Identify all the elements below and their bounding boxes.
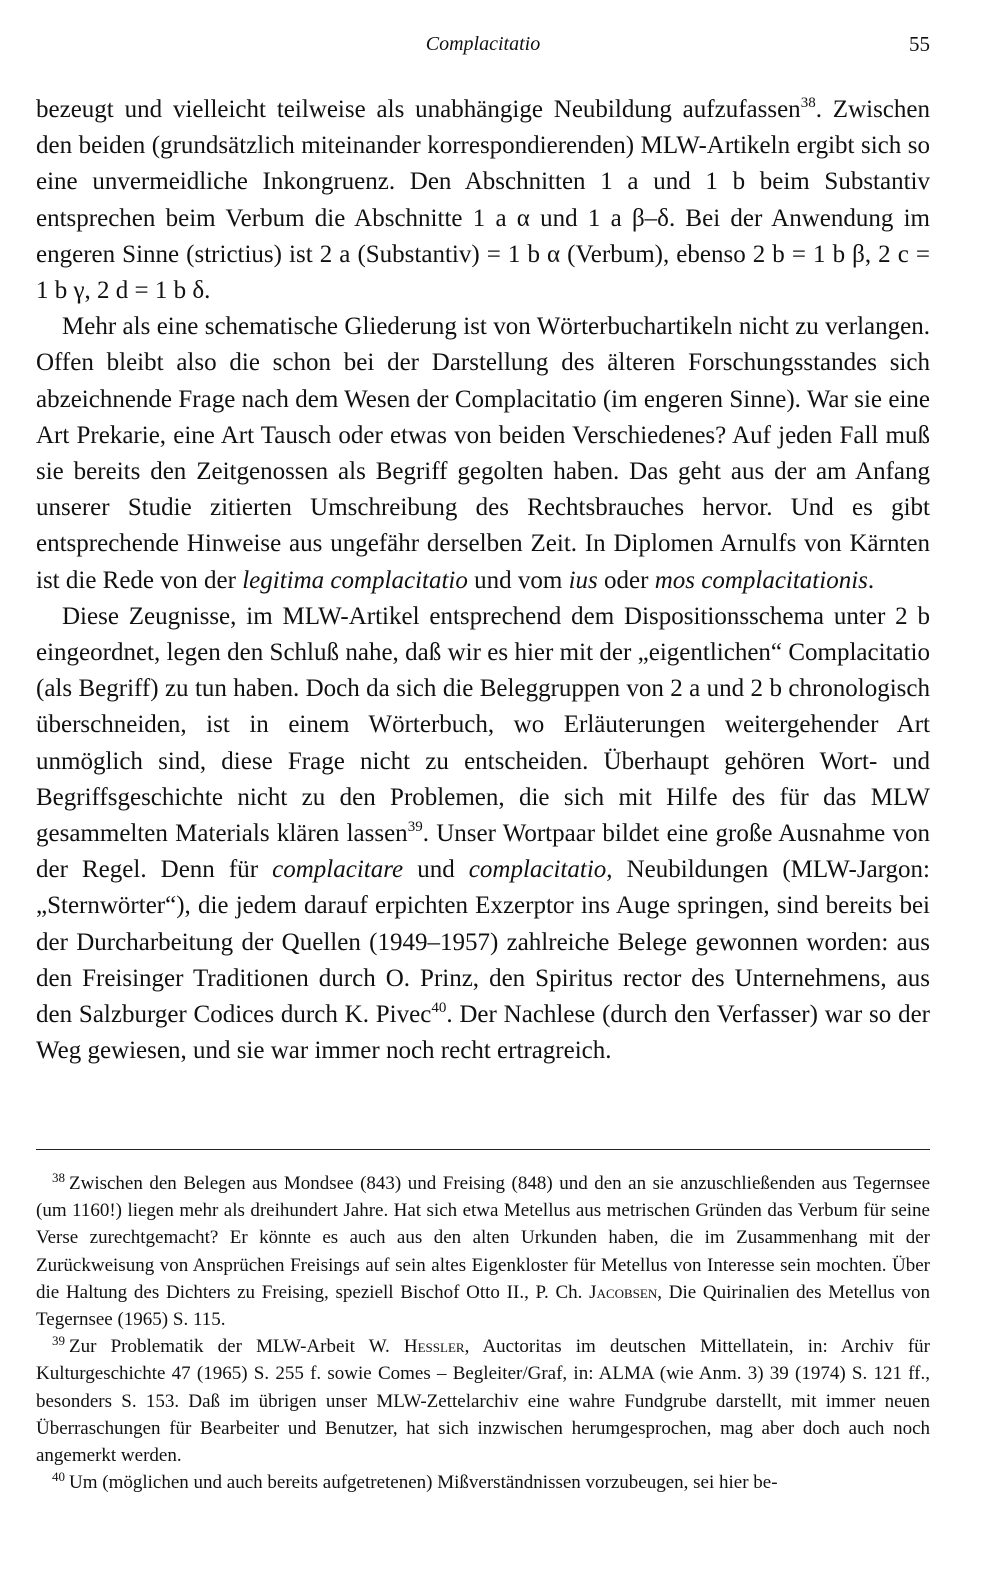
paragraph-1	[36, 92, 930, 309]
text-run: . Unser Wortpaar bildet eine große Ausnahme von der Regel. Denn für	[36, 820, 931, 884]
author-name: Jacobsen	[589, 1281, 658, 1303]
italic-term: legitima complacitatio	[242, 566, 468, 594]
footnote-39	[36, 1333, 930, 1469]
text-run: Mehr als eine schematische Gliederung ist von Wörterbuchartikeln nicht zu verlangen. Offen bleibt also die schon bei der Darstellung des älteren Forschungsstandes sich abzeichnende Frage nach dem Wesen der Complacitatio (im engeren Sinne). War sie eine Art Prekarie, eine Art Tausch oder etwas von beiden Verschiedenes? Auf jeden Fall muß sie bereits den Zeitgenossen als Begriff gegolten haben. Das geht aus der am Anfang unserer Studie zitierten Umschreibung des Rechtsbrauches hervor. Und es gibt entsprechende Hinweise aus ungefähr derselben Zeit. In Diplomen Arnulfs von Kärnten ist die Rede von der	[36, 313, 930, 594]
text-run: , Auctoritas im deutschen Mittellatein, in: Archiv für Kulturgeschichte 47 (1965) S. 255 f. sowie Comes – Begleiter/Graf, in: ALMA (wie Anm. 3) 39 (1974) S. 121 ff., besonders S. 153. Daß im übrigen unser MLW-Zettelarchiv eine wahre Fundgrube darstellt, mit immer neuen Überraschungen für Bearbeiter und Benutzer, hat sich inzwischen herumgesprochen, mag aber doch auch noch angemerkt werden.	[36, 1336, 930, 1467]
footnote-ref-39[interactable]: 39	[407, 819, 423, 836]
paragraph-3	[36, 599, 930, 1070]
italic-term: complacitare	[272, 856, 404, 884]
running-title: Complacitatio	[425, 33, 541, 55]
text-run: , Neubildungen (MLW-Jargon: „Sternwörter“), die jedem darauf erpichten Exzerptor ins Auge springen, sind bereits bei der Durcharbeitung der Quellen (1949–1957) zahlreiche Belege gewonnen worden: aus den Freisinger Traditionen durch O. Prinz, den Spiritus rector des Unternehmens, aus den Salzburger Codices durch K. Pivec	[36, 856, 930, 1029]
paragraph-2	[36, 309, 930, 599]
text-run: Zur Problematik der MLW-Arbeit W.	[69, 1336, 404, 1358]
text-run: .	[867, 566, 875, 594]
footnote-number: 40	[52, 1469, 65, 1485]
text-run: Zwischen den Belegen aus Mondsee (843) und Freising (848) und den an sie anzuschließenden aus Tegernsee (um 1160!) liegen mehr als dreihundert Jahre. Hat sich etwa Metellus aus metrischen Gründen das Verbum für seine Verse zurechtgemacht? Er könnte es auch aus den alten Urkunden haben, die im Zusammenhang mit der Zurückweisung von Ansprüchen Freisings auf sein altes Eigenkloster für Metellus von Interesse sein mochten. Über die Haltung des Dichters zu Freising, speziell Bischof Otto II., P. Ch.	[36, 1173, 930, 1303]
page-number: 55	[909, 32, 930, 56]
text-run: Diese Zeugnisse, im MLW-Artikel entsprechend dem Dispositionsschema unter 2 b eingeordnet, legen den Schluß nahe, daß wir es hier mit der „eigentlichen“ Complacitatio (als Begriff) zu tun haben. Doch da sich die Beleggruppen von 2 a und 2 b chronologisch überschneiden, ist in einem Wörterbuch, wo Erläuterungen weitergehender Art unmöglich sind, diese Frage nicht zu entscheiden. Überhaupt gehören Wort- und Begriffsgeschichte nicht zu den Problemen, die sich mit Hilfe des für das MLW gesammelten Materials klären lassen	[36, 602, 930, 848]
footnote-40	[36, 1469, 930, 1496]
author-name: Hessler	[403, 1336, 465, 1358]
footnotes	[36, 1170, 930, 1496]
text-run: . Der Nachlese (durch den Verfasser) war so der Weg gewiesen, und sie war immer noch recht ertragreich.	[36, 1001, 930, 1065]
italic-term: mos complacitationis	[654, 566, 868, 594]
page-header	[36, 28, 930, 60]
text-run: oder	[597, 566, 655, 594]
text-run: und vom	[467, 566, 569, 594]
italic-term: ius	[568, 566, 598, 594]
footnote-number: 39	[52, 1333, 65, 1349]
text-run: . Zwischen den beiden (grundsätzlich miteinander korrespondierenden) MLW-Artikeln ergibt sich so eine unvermeidliche Inkongruenz. Den Abschnitten 1 a und 1 b beim Substantiv entsprechen beim Verbum die Abschnitte 1 a α und 1 a β–δ. Bei der Anwendung im engeren Sinne (strictius) ist 2 a (Substantiv) = 1 b α (Verbum), ebenso 2 b = 1 b β, 2 c = 1 b γ, 2 d = 1 b δ.	[36, 96, 930, 305]
body-text	[36, 92, 930, 1069]
footnote-number: 38	[52, 1170, 65, 1185]
text-run: , Die Quirinalien des Metellus von Tegernsee (1965) S. 115.	[36, 1281, 930, 1331]
footnote-ref-40[interactable]: 40	[431, 1000, 447, 1017]
text-run: und	[403, 856, 469, 884]
italic-term: complacitatio	[468, 856, 607, 884]
text-run: Um (möglichen und auch bereits aufgetretenen) Mißverständnissen vorzubeugen, sei hier be-	[69, 1472, 778, 1494]
footnote-ref-38[interactable]: 38	[800, 95, 816, 111]
footnote-separator	[36, 1149, 930, 1150]
footnote-38	[36, 1170, 930, 1333]
text-run: bezeugt und vielleicht teilweise als unabhängige Neubildung aufzufassen	[36, 96, 801, 123]
